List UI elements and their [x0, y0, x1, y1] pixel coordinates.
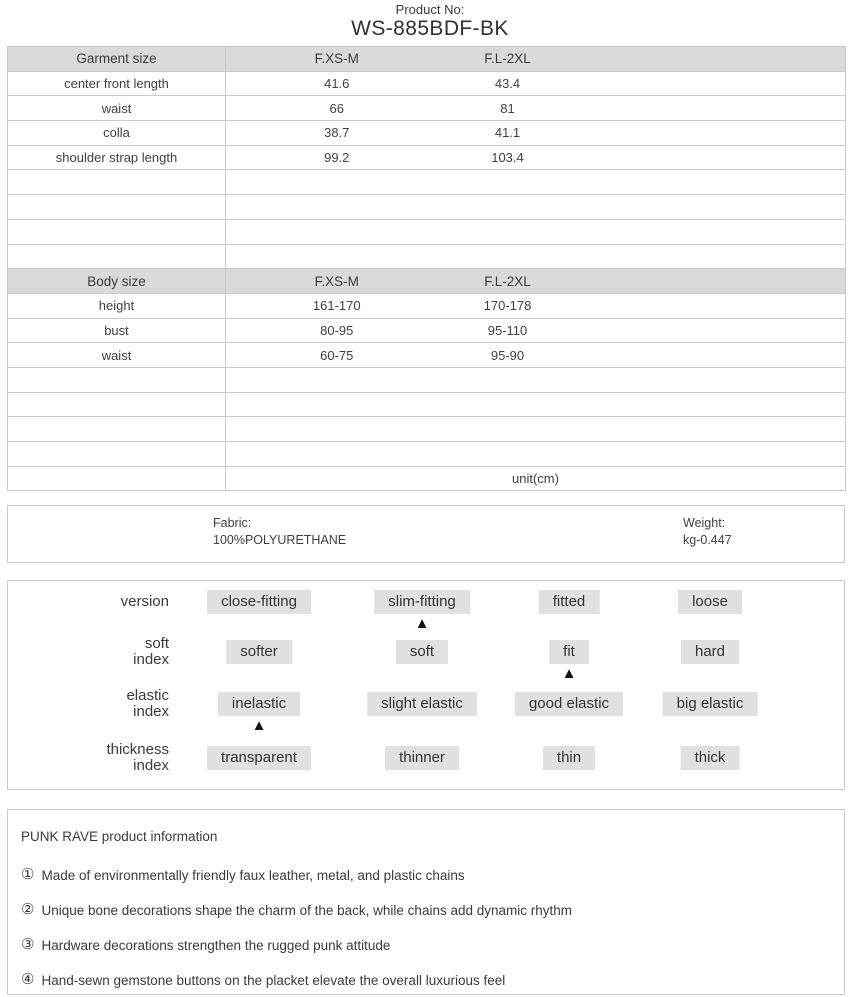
selected-marker-icon: ▲ [251, 717, 267, 734]
product-code: WS-885BDF-BK [351, 17, 509, 40]
list-item [21, 971, 505, 989]
product-header [0, 2, 860, 41]
table-row [8, 145, 846, 170]
weight-label: Weight: [683, 516, 726, 530]
empty-row [8, 367, 846, 392]
row-label: height [8, 293, 226, 318]
unit-note: unit(cm) [226, 466, 846, 491]
garment-size-header-row [8, 47, 846, 72]
circled-number-icon: ② [21, 901, 35, 918]
row-value: 38.7 [226, 121, 448, 146]
body-size-title: Body size [8, 269, 226, 294]
option-chip: close-fitting [207, 590, 311, 614]
row-value: 80-95 [226, 318, 448, 343]
circled-number-icon: ④ [21, 971, 35, 988]
empty-row [8, 417, 846, 442]
attr-label-soft-index: soft index [133, 635, 169, 668]
selected-marker-icon: ▲ [414, 615, 430, 632]
body-size-header-row [8, 269, 846, 294]
list-item [21, 901, 572, 919]
row-label: shoulder strap length [8, 145, 226, 170]
option-chip: transparent [207, 746, 311, 770]
option-chip: thick [681, 746, 740, 770]
info-text: Unique bone decorations shape the charm of the back, while chains add dynamic rhythm [41, 903, 573, 918]
table-row [8, 121, 846, 146]
option-chip: fit [549, 640, 589, 664]
info-text: Hardware decorations strengthen the rugged punk attitude [41, 938, 391, 953]
attr-label-thickness-index: thickness index [106, 741, 169, 774]
attr-label-version: version [120, 593, 169, 610]
option-chip: loose [678, 590, 742, 614]
row-value: 66 [226, 96, 448, 121]
row-value: 41.6 [226, 71, 448, 96]
info-text: Made of environmentally friendly faux leather, metal, and plastic chains [41, 868, 465, 883]
table-row [8, 318, 846, 343]
row-value: 95-110 [448, 318, 568, 343]
attributes-box [7, 580, 845, 790]
option-chip: slim-fitting [374, 590, 470, 614]
garment-col-l-2xl: F.L-2XL [448, 47, 568, 72]
info-title: PUNK RAVE product information [21, 829, 218, 844]
weight-info [683, 515, 732, 549]
empty-row [8, 170, 846, 195]
row-value: 99.2 [226, 145, 448, 170]
empty-row [8, 392, 846, 417]
row-value: 81 [448, 96, 568, 121]
product-info-box [7, 809, 845, 995]
body-col-xs-m: F.XS-M [226, 269, 448, 294]
fabric-weight-box [7, 505, 845, 563]
row-value: 60-75 [226, 343, 448, 368]
selected-marker-icon: ▲ [561, 665, 577, 682]
table-row [8, 96, 846, 121]
option-chip: inelastic [218, 692, 300, 716]
option-chip: big elastic [663, 692, 758, 716]
option-chip: good elastic [515, 692, 623, 716]
info-text: Hand-sewn gemstone buttons on the placket elevate the overall luxurious feel [41, 973, 506, 988]
option-chip: thin [543, 746, 595, 770]
row-value: 161-170 [226, 293, 448, 318]
empty-row [8, 442, 846, 467]
weight-value: kg-0.447 [683, 533, 732, 547]
row-label: waist [8, 343, 226, 368]
fabric-label: Fabric: [213, 516, 252, 530]
table-row [8, 71, 846, 96]
option-chip: hard [681, 640, 739, 664]
row-label: bust [8, 318, 226, 343]
table-row [8, 343, 846, 368]
product-no-label: Product No: [395, 2, 465, 17]
empty-row [8, 219, 846, 244]
row-value: 170-178 [448, 293, 568, 318]
option-chip: thinner [385, 746, 459, 770]
row-value: 103.4 [448, 145, 568, 170]
size-table [7, 46, 846, 491]
body-col-l-2xl: F.L-2XL [448, 269, 568, 294]
option-chip: softer [226, 640, 292, 664]
empty-row [8, 195, 846, 220]
circled-number-icon: ③ [21, 936, 35, 953]
circled-number-icon: ① [21, 866, 35, 883]
fabric-value: 100%POLYURETHANE [213, 533, 347, 547]
option-chip: fitted [539, 590, 600, 614]
attr-label-elastic-index: elastic index [126, 687, 169, 720]
table-row [8, 293, 846, 318]
unit-row [8, 466, 846, 491]
fabric-info [213, 515, 346, 549]
row-value: 41.1 [448, 121, 568, 146]
row-label: waist [8, 96, 226, 121]
row-label: colla [8, 121, 226, 146]
list-item [21, 936, 390, 954]
row-label: center front length [8, 71, 226, 96]
garment-size-title: Garment size [8, 47, 226, 72]
empty-row [8, 244, 846, 269]
list-item [21, 866, 465, 884]
row-value: 95-90 [448, 343, 568, 368]
row-value: 43.4 [448, 71, 568, 96]
garment-col-xs-m: F.XS-M [226, 47, 448, 72]
option-chip: soft [396, 640, 448, 664]
option-chip: slight elastic [367, 692, 477, 716]
